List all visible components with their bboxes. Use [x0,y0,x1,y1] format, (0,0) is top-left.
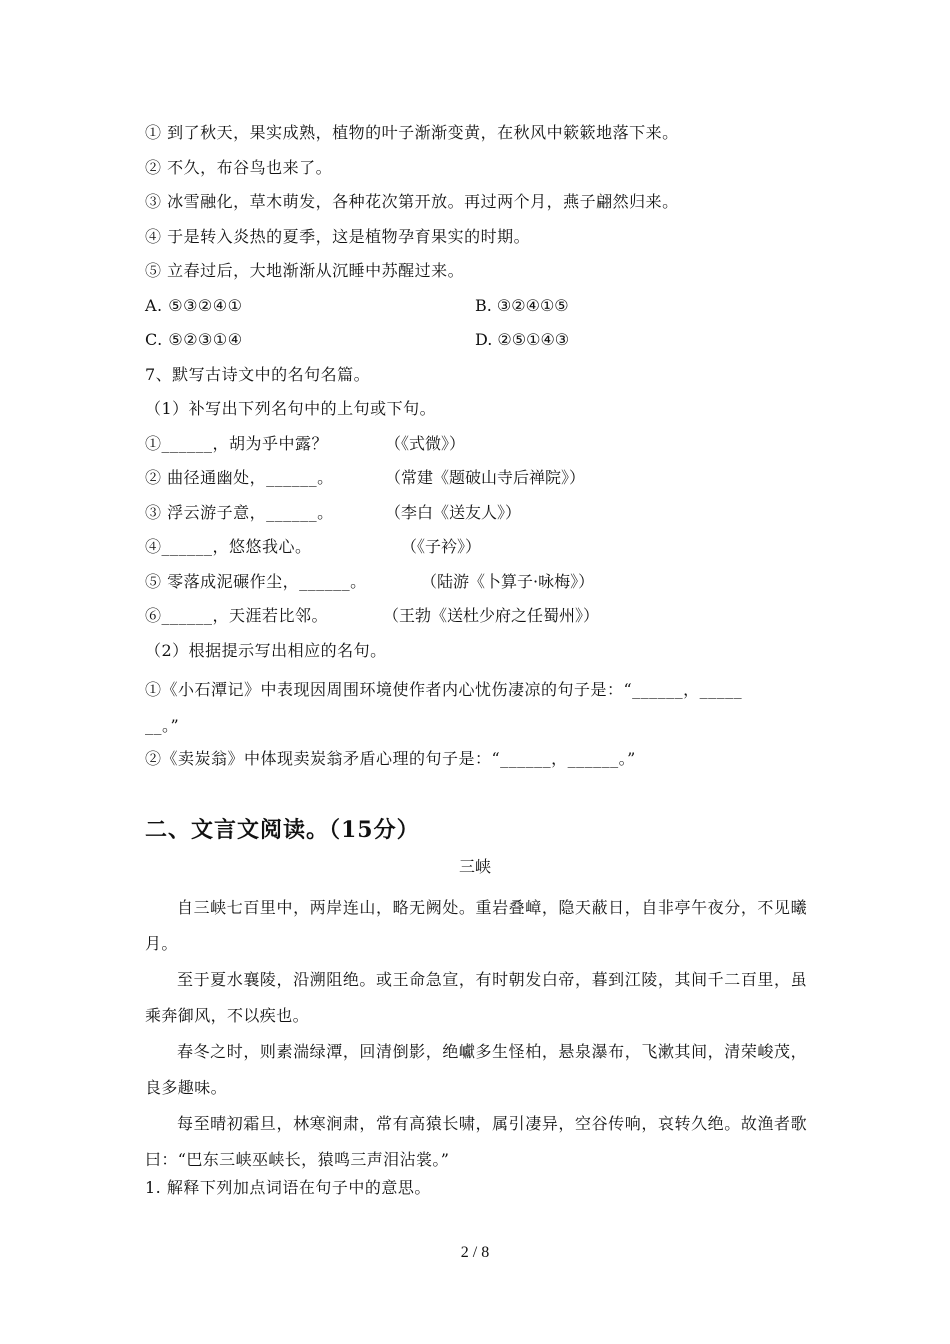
q6-option-a: A. ⑤③②④① [145,296,243,315]
passage-title: 三峡 [458,857,491,876]
q7-item-2: ② 曲径通幽处，______。 [145,468,334,487]
q6-sentence-3: ③ 冰雪融化，草木萌发，各种花次第开放。再过两个月，燕子翩然归来。 [145,192,679,211]
q7-item-5: ⑤ 零落成泥碾作尘，______。 [145,572,367,591]
q7-item-6-source: （王勃《送杜少府之任蜀州》） [383,606,600,625]
q7-item-4: ④______，悠悠我心。 [145,537,312,556]
q6-sentence-5: ⑤ 立春过后，大地渐渐从沉睡中苏醒过来。 [145,261,465,280]
q7-item-3-source: （李白《送友人》） [385,503,522,522]
q6-option-c: C. ⑤②③①④ [145,330,243,349]
q7-item-6: ⑥______，天涯若比邻。 [145,606,329,625]
q7-item-4-source: （《子衿》） [401,537,482,556]
q6-sentence-2: ② 不久，布谷鸟也来了。 [145,158,333,177]
q7-item-2-source: （常建《题破山寺后禅院》） [385,468,586,487]
section-heading: 二、文言文阅读。（15分） [145,817,420,843]
q7-title: 7、默写古诗文中的名句名篇。 [145,365,371,384]
q6-option-b: B. ③②④①⑤ [475,296,569,315]
q6-sentence-1: ① 到了秋天，果实成熟，植物的叶子渐渐变黄，在秋风中簌簌地落下来。 [145,123,679,142]
q7-item-1-source: （《式微》） [385,434,466,453]
q7-part2-item-1-cont: __。” [145,716,180,735]
passage-paragraph-3: 春冬之时，则素湍绿潭，回清倒影，绝巘多生怪柏，悬泉瀑布，飞漱其间，清荣峻茂，良多趣味。 [145,1042,807,1097]
question-1: 1. 解释下列加点词语在句子中的意思。 [145,1178,431,1197]
q7-item-1: ①______，胡为乎中露？ [145,434,329,453]
passage-paragraph-1: 自三峡七百里中，两岸连山，略无阙处。重岩叠嶂，隐天蔽日，自非亭午夜分，不见曦月。 [145,898,807,953]
q7-item-3: ③ 浮云游子意，______。 [145,503,334,522]
q7-item-5-source: （陆游《卜算子·咏梅》） [421,572,595,591]
q6-option-d: D. ②⑤①④③ [475,330,570,349]
q7-part2-item-1: ①《小石潭记》中表现因周围环境使作者内心忧伤凄凉的句子是：“______，_____ [145,680,743,699]
page-number: 2 / 8 [460,1244,490,1261]
q7-part1-label: （1）补写出下列名句中的上句或下句。 [145,399,437,418]
q7-part2-label: （2）根据提示写出相应的名句。 [145,641,387,660]
q7-part2-item-2: ②《卖炭翁》中体现卖炭翁矛盾心理的句子是：“______，______。” [145,749,636,768]
passage-paragraph-4: 每至晴初霜旦，林寒涧肃，常有高猿长啸，属引凄异，空谷传响，哀转久绝。故渔者歌曰：“巴东三峡巫峡长，猿鸣三声泪沾裳。” [145,1114,807,1169]
passage-paragraph-2: 至于夏水襄陵，沿溯阻绝。或王命急宣，有时朝发白帝，暮到江陵，其间千二百里，虽乘奔御风，不以疾也。 [145,970,807,1025]
q6-sentence-4: ④ 于是转入炎热的夏季，这是植物孕育果实的时期。 [145,227,531,246]
